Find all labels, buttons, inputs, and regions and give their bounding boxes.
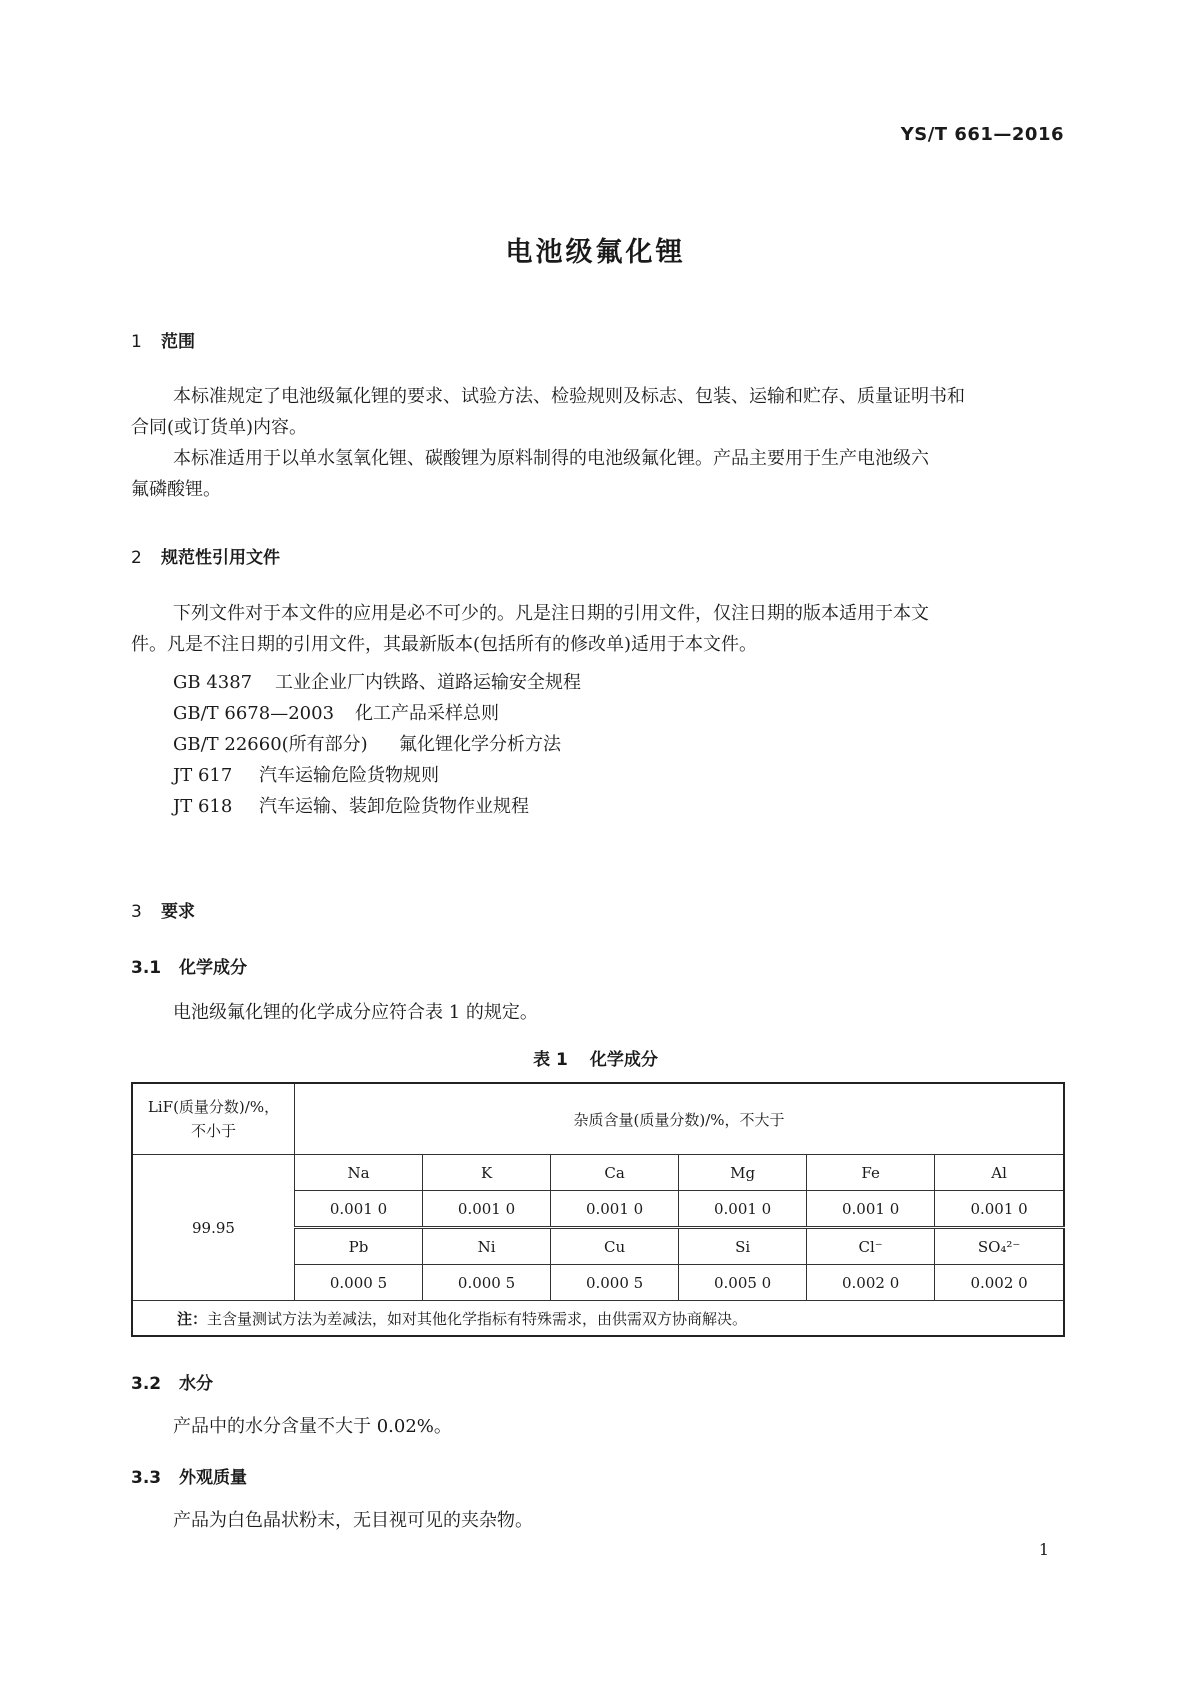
- note-label: 注：: [177, 1309, 208, 1328]
- subsection-title: 外观质量: [179, 1468, 247, 1488]
- reference-code: GB/T 22660(所有部分): [173, 734, 368, 755]
- subsection-title: 水分: [179, 1374, 213, 1394]
- value-cell: 0.001 0: [935, 1191, 1064, 1228]
- value-cell: 0.000 5: [423, 1265, 551, 1301]
- standard-code: YS/T 661—2016: [900, 124, 1064, 145]
- element-cell: SO₄²⁻: [935, 1228, 1064, 1265]
- element-cell: Na: [295, 1155, 423, 1191]
- section-number: 1: [131, 332, 142, 352]
- paragraph: 产品中的水分含量不大于 0.02%。: [173, 1416, 452, 1437]
- section-number: 3: [131, 902, 142, 922]
- subsection-number: 3.3: [131, 1468, 162, 1488]
- lif-purity-cell: 99.95: [132, 1155, 295, 1301]
- element-cell: Ca: [551, 1155, 679, 1191]
- paragraph: 本标准规定了电池级氟化锂的要求、试验方法、检验规则及标志、包装、运输和贮存、质量证明书和: [173, 386, 965, 407]
- reference-title: 工业企业厂内铁路、道路运输安全规程: [275, 672, 581, 693]
- value-cell: 0.001 0: [295, 1191, 423, 1228]
- table-header-row: [132, 1083, 1064, 1155]
- paragraph: 本标准适用于以单水氢氧化锂、碳酸锂为原料制得的电池级氟化锂。产品主要用于生产电池级六: [173, 448, 929, 469]
- subsection-title: 化学成分: [179, 958, 247, 978]
- reference-item: [173, 668, 581, 694]
- reference-title: 汽车运输危险货物规则: [259, 765, 439, 786]
- table-note-row: [132, 1301, 1064, 1337]
- element-cell: Mg: [679, 1155, 807, 1191]
- subsection-3-3-heading: [131, 1463, 247, 1488]
- element-cell: K: [423, 1155, 551, 1191]
- paragraph: 件。凡是不注日期的引用文件，其最新版本(包括所有的修改单)适用于本文件。: [131, 634, 758, 655]
- reference-title: 氟化锂化学分析方法: [399, 734, 561, 755]
- paragraph: 产品为白色晶状粉末，无目视可见的夹杂物。: [173, 1510, 533, 1531]
- section-title: 范围: [161, 332, 195, 352]
- section-1-heading: [131, 327, 195, 352]
- section-title: 要求: [161, 902, 195, 922]
- value-cell: 0.002 0: [807, 1265, 935, 1301]
- page-number: 1: [1038, 1540, 1049, 1559]
- reference-code: JT 617: [173, 765, 233, 786]
- reference-item: [173, 792, 529, 818]
- value-cell: 0.001 0: [551, 1191, 679, 1228]
- element-cell: Fe: [807, 1155, 935, 1191]
- reference-title: 化工产品采样总则: [355, 703, 499, 724]
- header-text: 不小于: [190, 1122, 236, 1140]
- table-number: 表 1: [533, 1050, 568, 1070]
- element-cell: Ni: [423, 1228, 551, 1265]
- paragraph: 氟磷酸锂。: [131, 479, 221, 500]
- lif-header-cell: [132, 1083, 295, 1155]
- reference-title: 汽车运输、装卸危险货物作业规程: [259, 796, 529, 817]
- reference-item: [173, 761, 439, 787]
- table-note: [132, 1301, 1064, 1337]
- note-text: 主含量测试方法为差减法，如对其他化学指标有特殊需求，由供需双方协商解决。: [207, 1309, 748, 1328]
- paragraph: 电池级氟化锂的化学成分应符合表 1 的规定。: [173, 1002, 538, 1023]
- reference-item: [173, 699, 499, 725]
- subsection-3-1-heading: [131, 953, 247, 978]
- paragraph: 合同(或订货单)内容。: [131, 417, 308, 438]
- subsection-number: 3.2: [131, 1374, 162, 1394]
- reference-item: [173, 730, 561, 756]
- element-cell: Pb: [295, 1228, 423, 1265]
- section-title: 规范性引用文件: [161, 548, 280, 568]
- value-cell: 0.001 0: [807, 1191, 935, 1228]
- impurity-header-cell: 杂质含量(质量分数)/%，不大于: [295, 1083, 1065, 1155]
- reference-code: GB 4387: [173, 672, 253, 693]
- value-cell: 0.001 0: [423, 1191, 551, 1228]
- subsection-3-2-heading: [131, 1369, 213, 1394]
- value-cell: 0.005 0: [679, 1265, 807, 1301]
- element-cell: Si: [679, 1228, 807, 1265]
- document-title: 电池级氟化锂: [505, 237, 686, 268]
- table-title: 化学成分: [589, 1050, 658, 1070]
- section-2-heading: [131, 543, 280, 568]
- header-text: LiF(质量分数)/%，: [147, 1098, 280, 1116]
- value-cell: 0.001 0: [679, 1191, 807, 1228]
- element-cell: Cl⁻: [807, 1228, 935, 1265]
- reference-code: JT 618: [173, 796, 233, 817]
- value-cell: 0.000 5: [295, 1265, 423, 1301]
- reference-code: GB/T 6678—2003: [173, 703, 335, 724]
- value-cell: 0.000 5: [551, 1265, 679, 1301]
- table-row: [132, 1155, 1064, 1191]
- paragraph: 下列文件对于本文件的应用是必不可少的。凡是注日期的引用文件，仅注日期的版本适用于本文: [173, 603, 929, 624]
- element-cell: Cu: [551, 1228, 679, 1265]
- element-cell: Al: [935, 1155, 1064, 1191]
- table-caption: [0, 1045, 1191, 1070]
- chemical-composition-table: [131, 1082, 1065, 1337]
- section-number: 2: [131, 548, 142, 568]
- subsection-number: 3.1: [131, 958, 162, 978]
- section-3-heading: [131, 897, 195, 922]
- value-cell: 0.002 0: [935, 1265, 1064, 1301]
